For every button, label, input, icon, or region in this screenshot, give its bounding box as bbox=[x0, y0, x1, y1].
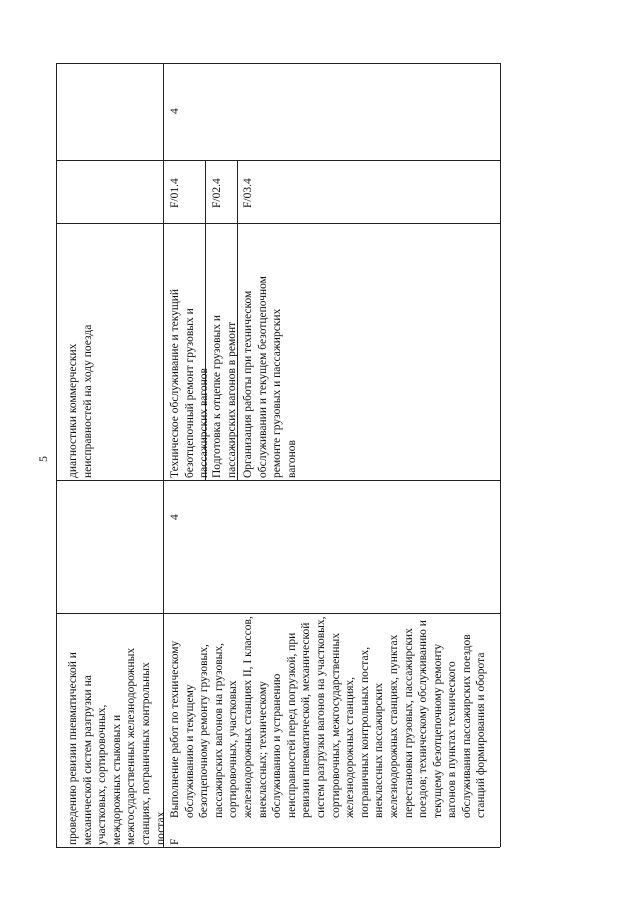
table-border-right bbox=[500, 63, 501, 847]
table-border-top bbox=[56, 63, 500, 64]
task-f01-text: Техническое обслуживание и текущий безотцепочный ремонт грузовых и пассажирских вагонов bbox=[169, 288, 211, 478]
row-f-function-text: Выполнение работ по техническому обслуживанию и текущему безотцепочному ремонту грузовых, пассажирских вагонов на грузовых, сортировочных, участковых железнодорожных станциях II, I классов, внеклассных; техническому обслуживанию и устранению неисправностей перед погрузкой, при ревизии пневматической, механической систем разгрузки вагонов на участковых, сортировочных, межгосударственных железнодорожных станциях, пограничных контрольных постах, внеклассных пассажирских железнодорожных станциях, пунктах перестановки грузовых, пассажирских поездов; техническому обслуживанию и текущему безотцепочному ремонту вагонов в пунктах технического обслуживания пассажирских поездов станций формирования и оборота bbox=[169, 616, 488, 818]
task-f03-code: F/03.4 bbox=[242, 178, 254, 208]
row-e-task-text: диагностики коммерческих неисправностей на ходу поезда bbox=[67, 324, 94, 478]
row-f-code: F bbox=[169, 838, 181, 845]
row-f-level: 4 bbox=[169, 514, 181, 520]
table-border-left bbox=[56, 63, 57, 847]
col-divider-function-level bbox=[56, 613, 500, 614]
task-f03-text: Организация работы при техническом обслуживании и текущем безотцепочном ремонте грузовых и пассажирских вагонов bbox=[242, 276, 298, 478]
row-e-function-text: проведению ревизии пневматической и механической систем разгрузки на участковых, сортировочных, междорожных стыковых и межгосударственных железнодорожных станциях, пограничных контрольных постах bbox=[67, 647, 167, 845]
col-divider-level-task bbox=[56, 480, 500, 481]
page-number: 5 bbox=[36, 456, 50, 462]
table-border-bottom bbox=[56, 847, 500, 848]
task-f02-text: Подготовка к отцепке грузовых и пассажирских вагонов в ремонт bbox=[211, 314, 238, 478]
task-f01-level: 4 bbox=[169, 108, 181, 114]
task-f02-code: F/02.4 bbox=[211, 178, 223, 208]
col-divider-code-level bbox=[56, 160, 500, 161]
task-f01-code: F/01.4 bbox=[169, 178, 181, 208]
col-divider-task-code bbox=[56, 223, 500, 224]
